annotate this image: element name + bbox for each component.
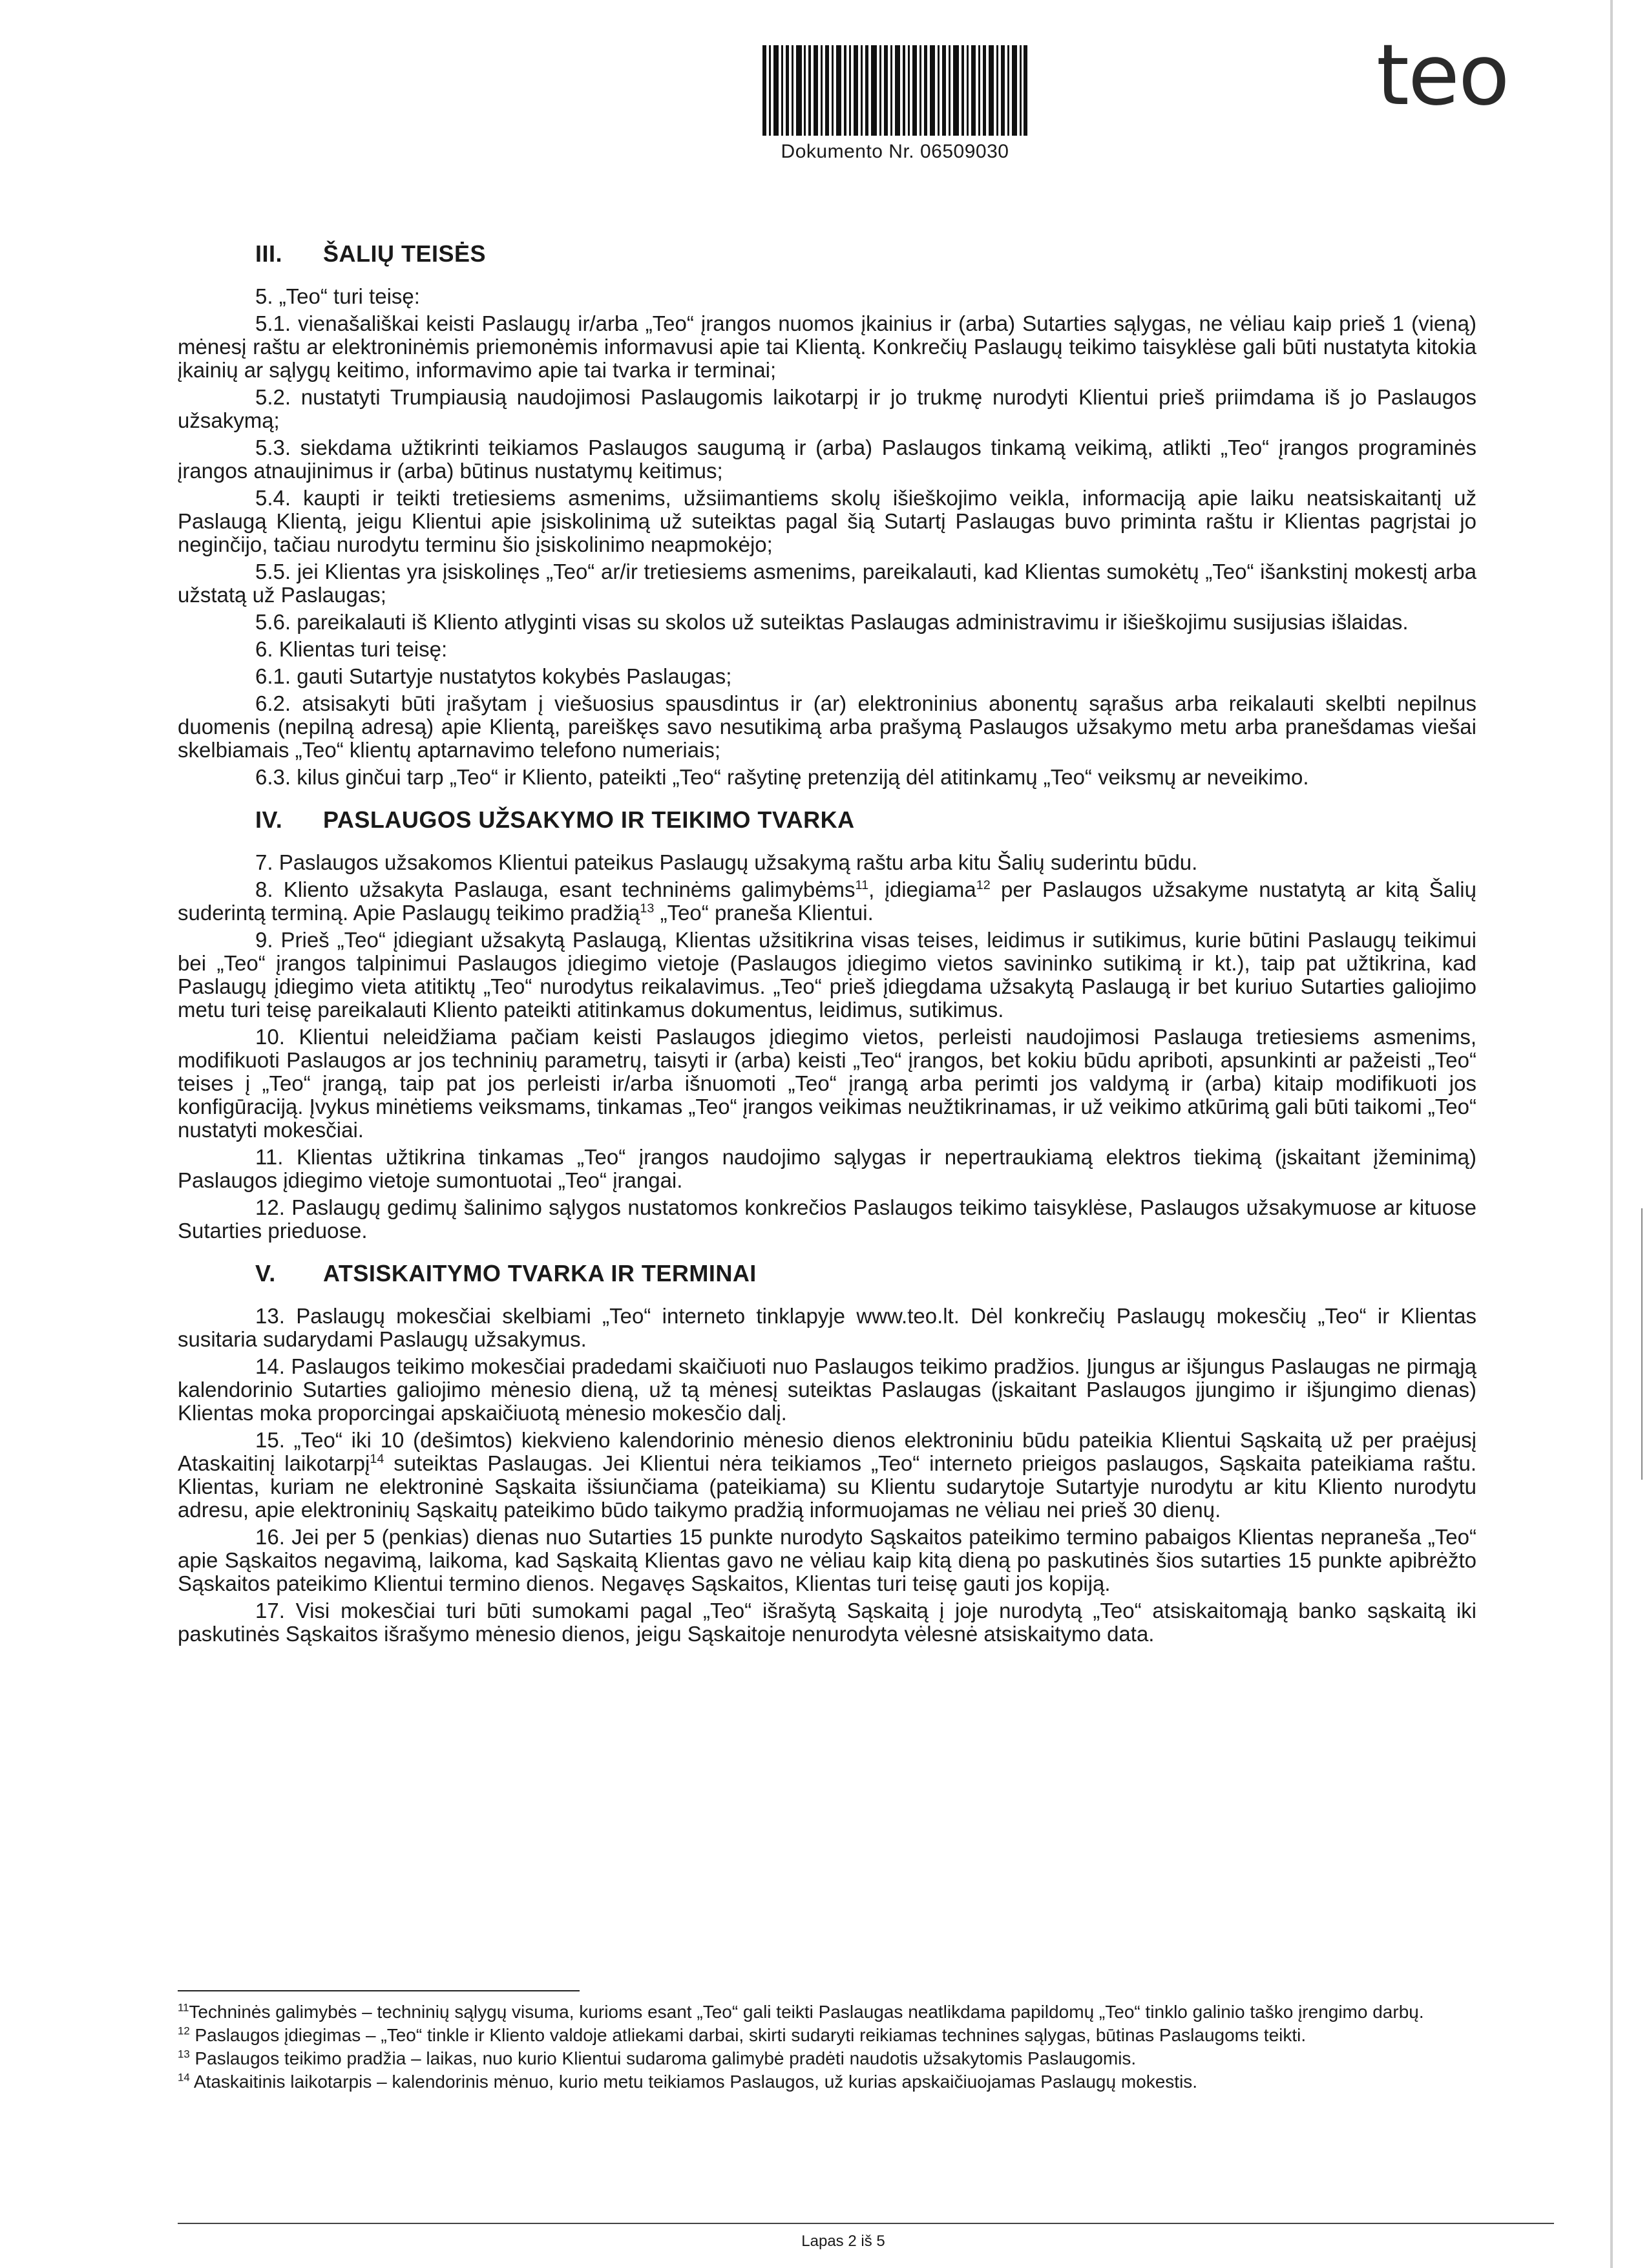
section-title: ŠALIŲ TEISĖS <box>323 240 487 267</box>
footnote-11 <box>178 2002 1476 2022</box>
footnote-ref-11: 11 <box>855 878 869 892</box>
section-number: V. <box>255 1260 276 1286</box>
footnote-14 <box>178 2072 1476 2092</box>
paragraph-5-6: 5.6. pareikalauti iš Kliento atlyginti visas su skolos už suteiktas Paslaugas administravimu ir išieškojimu susijusias išlaidas. <box>255 610 1409 634</box>
barcode-block <box>756 45 1034 163</box>
footer-divider <box>178 2223 1554 2224</box>
paragraph-5-4: 5.4. kaupti ir teikti tretiesiems asmenims, užsiimantiems skolų išieškojimo veikla, informaciją apie laiku neatsiskaitantį už Paslaugą Klientą, jeigu Klientui apie įsiskolinimą už suteiktas pagal šią Sutartį Paslaugas buvo priminta raštu ir Klientas pagrįstai jo neginčijo, tačiau nurodytu terminu šio įsiskolinimo neapmokėjo; <box>178 486 1476 556</box>
paragraph-13: 13. Paslaugų mokesčiai skelbiami „Teo“ interneto tinklapyje www.teo.lt. Dėl konkrečių Paslaugų mokesčių „Teo“ ir Klientas susitaria sudarydami Paslaugų užsakymus. <box>178 1304 1476 1351</box>
footnote-ref-13: 13 <box>640 901 655 916</box>
page-number: Lapas 2 iš 5 <box>801 2232 885 2250</box>
paragraph-6-3: 6.3. kilus ginčui tarp „Teo“ ir Kliento, pateikti „Teo“ rašytinę pretenziją dėl atitinkamų „Teo“ veiksmų ar neveikimo. <box>255 765 1309 789</box>
paragraph-9: 9. Prieš „Teo“ įdiegiant užsakytą Paslaugą, Klientas užsitikrina visas teises, leidimus ir sutikimus, kurie būtini Paslaugų teikimui bei „Teo“ įrangos talpinimui Paslaugos įdiegimo vietoje (Paslaugos įdiegimo vietos savininko sutikimą ir kt.), taip pat užtikrina, kad Paslaugų įdiegimo vieta atitiktų „Teo“ nurodytus reikalavimus. „Teo“ prieš įdiegdama užsakytą Paslaugą ir bet kuriuo Sutarties galiojimo metu turi teisę pareikalauti Kliento pateikti atitinkamus dokumentus, leidimus, sutikimus. <box>178 928 1476 1022</box>
footnote-number: 14 <box>178 2071 190 2084</box>
paragraph-8-text-a: 8. Kliento užsakyta Paslauga, esant techninėms galimybėms <box>255 877 856 901</box>
teo-logo: teo <box>1376 26 1509 124</box>
footnote-ref-14: 14 <box>370 1452 384 1466</box>
section-title: ATSISKAITYMO TVARKA IR TERMINAI <box>323 1260 757 1286</box>
footnote-text: Ataskaitinis laikotarpis – kalendorinis mėnuo, kurio metu teikiamos Paslaugos, už kurias apskaičiuojamas Paslaugų mokestis. <box>189 2072 1198 2092</box>
paragraph-12: 12. Paslaugų gedimų šalinimo sąlygos nustatomos konkrečios Paslaugos teikimo taisyklėse, Paslaugos užsakymuose ar kituose Sutarties prieduose. <box>178 1195 1476 1243</box>
paragraph-16: 16. Jei per 5 (penkias) dienas nuo Sutarties 15 punkte nurodyto Sąskaitos pateikimo termino pabaigos Klientas nepraneša „Teo“ apie Sąskaitos negavimą, laikoma, kad Sąskaitą Klientas gavo ne vėliau kaip kitą dieną po paskutinės šios sutarties 15 punkte apibrėžto Sąskaitos pateikimo Klientui termino dienos. Negavęs Sąskaitos, Klientas turi teisę gauti jos kopiją. <box>178 1525 1476 1595</box>
paragraph-5-1: 5.1. vienašališkai keisti Paslaugų ir/arba „Teo“ įrangos nuomos įkainius ir (arba) Sutarties sąlygas, ne vėliau kaip prieš 1 (vieną) mėnesį raštu ar elektroninėmis priemonėmis informavusi apie tai Klientą. Konkrečių Paslaugų teikimo taisyklėse gali būti nustatyta kitokia įkainių ar sąlygų keitimo, informavimo apie tai tvarka ir terminai; <box>178 311 1476 382</box>
paragraph-15 <box>178 1429 1476 1522</box>
paragraph-8-text-d: „Teo“ praneša Klientui. <box>654 901 874 925</box>
paragraph-6-2: 6.2. atsisakyti būti įrašytam į viešuosius spausdintus ir (ar) elektroninius abonentų sąrašus arba reikalauti skelbti nepilnus duomenis (nepilną adresą) apie Klientą, pareiškęs savo nesutikimą arba prašymą Paslaugos užsakymo metu arba pranešdamas viešai skelbiamais „Teo“ klientų aptarnavimo telefono numeriais; <box>178 691 1476 762</box>
paragraph-15-text-a: 15. „Teo“ iki 10 (dešimtos) kiekvieno kalendorinio mėnesio dienos elektroniniu būdu pateikia Klientui Sąskaitą už per praėjusį Ataskaitinį laikotarpį <box>178 1428 1476 1475</box>
scan-edge-mark <box>1641 1208 1648 1480</box>
paragraph-8 <box>178 878 1476 925</box>
footnote-text: Techninės galimybės – techninių sąlygų visuma, kurioms esant „Teo“ gali teikti Paslaugas neatlikdama papildomų „Teo“ tinklo galinio taško įrengimo darbų. <box>189 2002 1424 2022</box>
footnote-ref-12: 12 <box>976 878 991 892</box>
paragraph-8-text-b: , įdiegiama <box>868 877 976 901</box>
footnote-number: 11 <box>178 2001 189 2014</box>
paragraph-5-2: 5.2. nustatyti Trumpiausią naudojimosi Paslaugomis laikotarpį ir jo trukmę nurodyti Klientui prieš priimdama iš jo Paslaugos užsakymą; <box>178 385 1476 432</box>
section-number: IV. <box>255 806 283 833</box>
paragraph-5-3: 5.3. siekdama užtikrinti teikiamos Paslaugos saugumą ir (arba) Paslaugos tinkamą veikimą, atlikti „Teo“ įrangos programinės įrangos atnaujinimus ir (arba) būtinus nustatymų keitimus; <box>178 436 1476 483</box>
document-number: Dokumento Nr. 06509030 <box>781 141 1009 162</box>
section-heading-5 <box>178 1262 1476 1285</box>
footnotes <box>178 2002 1476 2095</box>
section-heading-4 <box>178 808 1476 832</box>
section-heading-3 <box>178 242 1476 266</box>
footnote-divider <box>178 1990 580 1991</box>
document-body <box>178 223 1476 1650</box>
paragraph-6-1: 6.1. gauti Sutartyje nustatytos kokybės Paslaugas; <box>255 664 732 688</box>
footnote-number: 13 <box>178 2048 190 2061</box>
footnote-13 <box>178 2048 1476 2069</box>
barcode-icon <box>762 45 1027 136</box>
footnote-number: 12 <box>178 2024 190 2037</box>
paragraph-5-5: 5.5. jei Klientas yra įsiskolinęs „Teo“ ar/ir tretiesiems asmenims, pareikalauti, kad Klientas sumokėtų „Teo“ išankstinį mokestį arba užstatą už Paslaugas; <box>178 560 1476 607</box>
section-title: PASLAUGOS UŽSAKYMO IR TEIKIMO TVARKA <box>323 806 855 833</box>
paragraph-11: 11. Klientas užtikrina tinkamas „Teo“ įrangos naudojimo sąlygas ir nepertraukiamą elektros tiekimą (įskaitant įžeminimą) Paslaugos įdiegimo vietoje sumontuotai „Teo“ įrangai. <box>178 1145 1476 1192</box>
paragraph-5: 5. „Teo“ turi teisę: <box>255 284 420 308</box>
paragraph-17: 17. Visi mokesčiai turi būti sumokami pagal „Teo“ išrašytą Sąskaitą į joje nurodytą „Teo“ atsiskaitomąją banko sąskaitą iki paskutinės Sąskaitos išrašymo mėnesio dienos, jeigu Sąskaitoje nenurodyta vėlesnė atsiskaitymo data. <box>178 1599 1476 1646</box>
paragraph-7: 7. Paslaugos užsakomos Klientui pateikus Paslaugų užsakymą raštu arba kitu Šalių suderintu būdu. <box>255 850 1198 874</box>
paragraph-10: 10. Klientui neleidžiama pačiam keisti Paslaugos įdiegimo vietos, perleisti naudojimosi Paslauga tretiesiems asmenims, modifikuoti Paslaugos ar jos techninių parametrų, taisyti ir (arba) keisti „Teo“ įrangos, bet kokiu būdu apriboti, apsunkinti ar pažeisti „Teo“ teises į „Teo“ įrangą, taip pat jos perleisti ir/arba išnuomoti „Teo“ įrangą arba perimti jos valdymą ir (arba) kitaip modifikuoti jos konfigūraciją. Įvykus minėtiems veiksmams, tinkamas „Teo“ įrangos veikimas neužtikrinamas, ir už veikimo atkūrimą gali būti taikomi „Teo“ nustatyti mokesčiai. <box>178 1025 1476 1142</box>
section-number: III. <box>255 240 283 267</box>
footnote-12 <box>178 2025 1476 2046</box>
paragraph-14: 14. Paslaugos teikimo mokesčiai pradedami skaičiuoti nuo Paslaugos teikimo pradžios. Įjungus ar išjungus Paslaugas ne pirmąją kalendorinio Sutarties galiojimo mėnesio dieną, už tą mėnesį suteiktas Paslaugas (įskaitant Paslaugos įjungimo ir išjungimo dienas) Klientas moka proporcingai apskaičiuotą mėnesio mokesčio dalį. <box>178 1354 1476 1425</box>
paragraph-8-text-c: per Paslaugos užsakyme nustatytą ar kitą Šalių suderintą terminą. Apie Paslaugų teikimo pradžią <box>178 877 1476 925</box>
scan-edge-shadow <box>1610 0 1613 2268</box>
paragraph-6: 6. Klientas turi teisę: <box>255 637 448 661</box>
footnote-text: Paslaugos teikimo pradžia – laikas, nuo kurio Klientui sudaroma galimybė pradėti naudotis užsakytomis Paslaugomis. <box>189 2048 1137 2068</box>
paragraph-15-text-b: suteiktas Paslaugas. Jei Klientui nėra teikiamos „Teo“ interneto prieigos paslaugos, Sąskaita pateikiama raštu. Klientas, kuriam ne elektroninė Sąskaita išsiunčiama (pateikiama) su Klientu sudarytoje Sutartyje nurodytu ar kitu Kliento nurodytu adresu, apie elektroninių Sąskaitų pateikimo būdo taikymo pradžią informuojamas ne vėliau nei prieš 30 dienų. <box>178 1451 1476 1522</box>
footnote-text: Paslaugos įdiegimas – „Teo“ tinkle ir Kliento valdoje atliekami darbai, skirti sudaryti reikiamas technines sąlygas, būtinas Paslaugoms teikti. <box>189 2025 1307 2045</box>
